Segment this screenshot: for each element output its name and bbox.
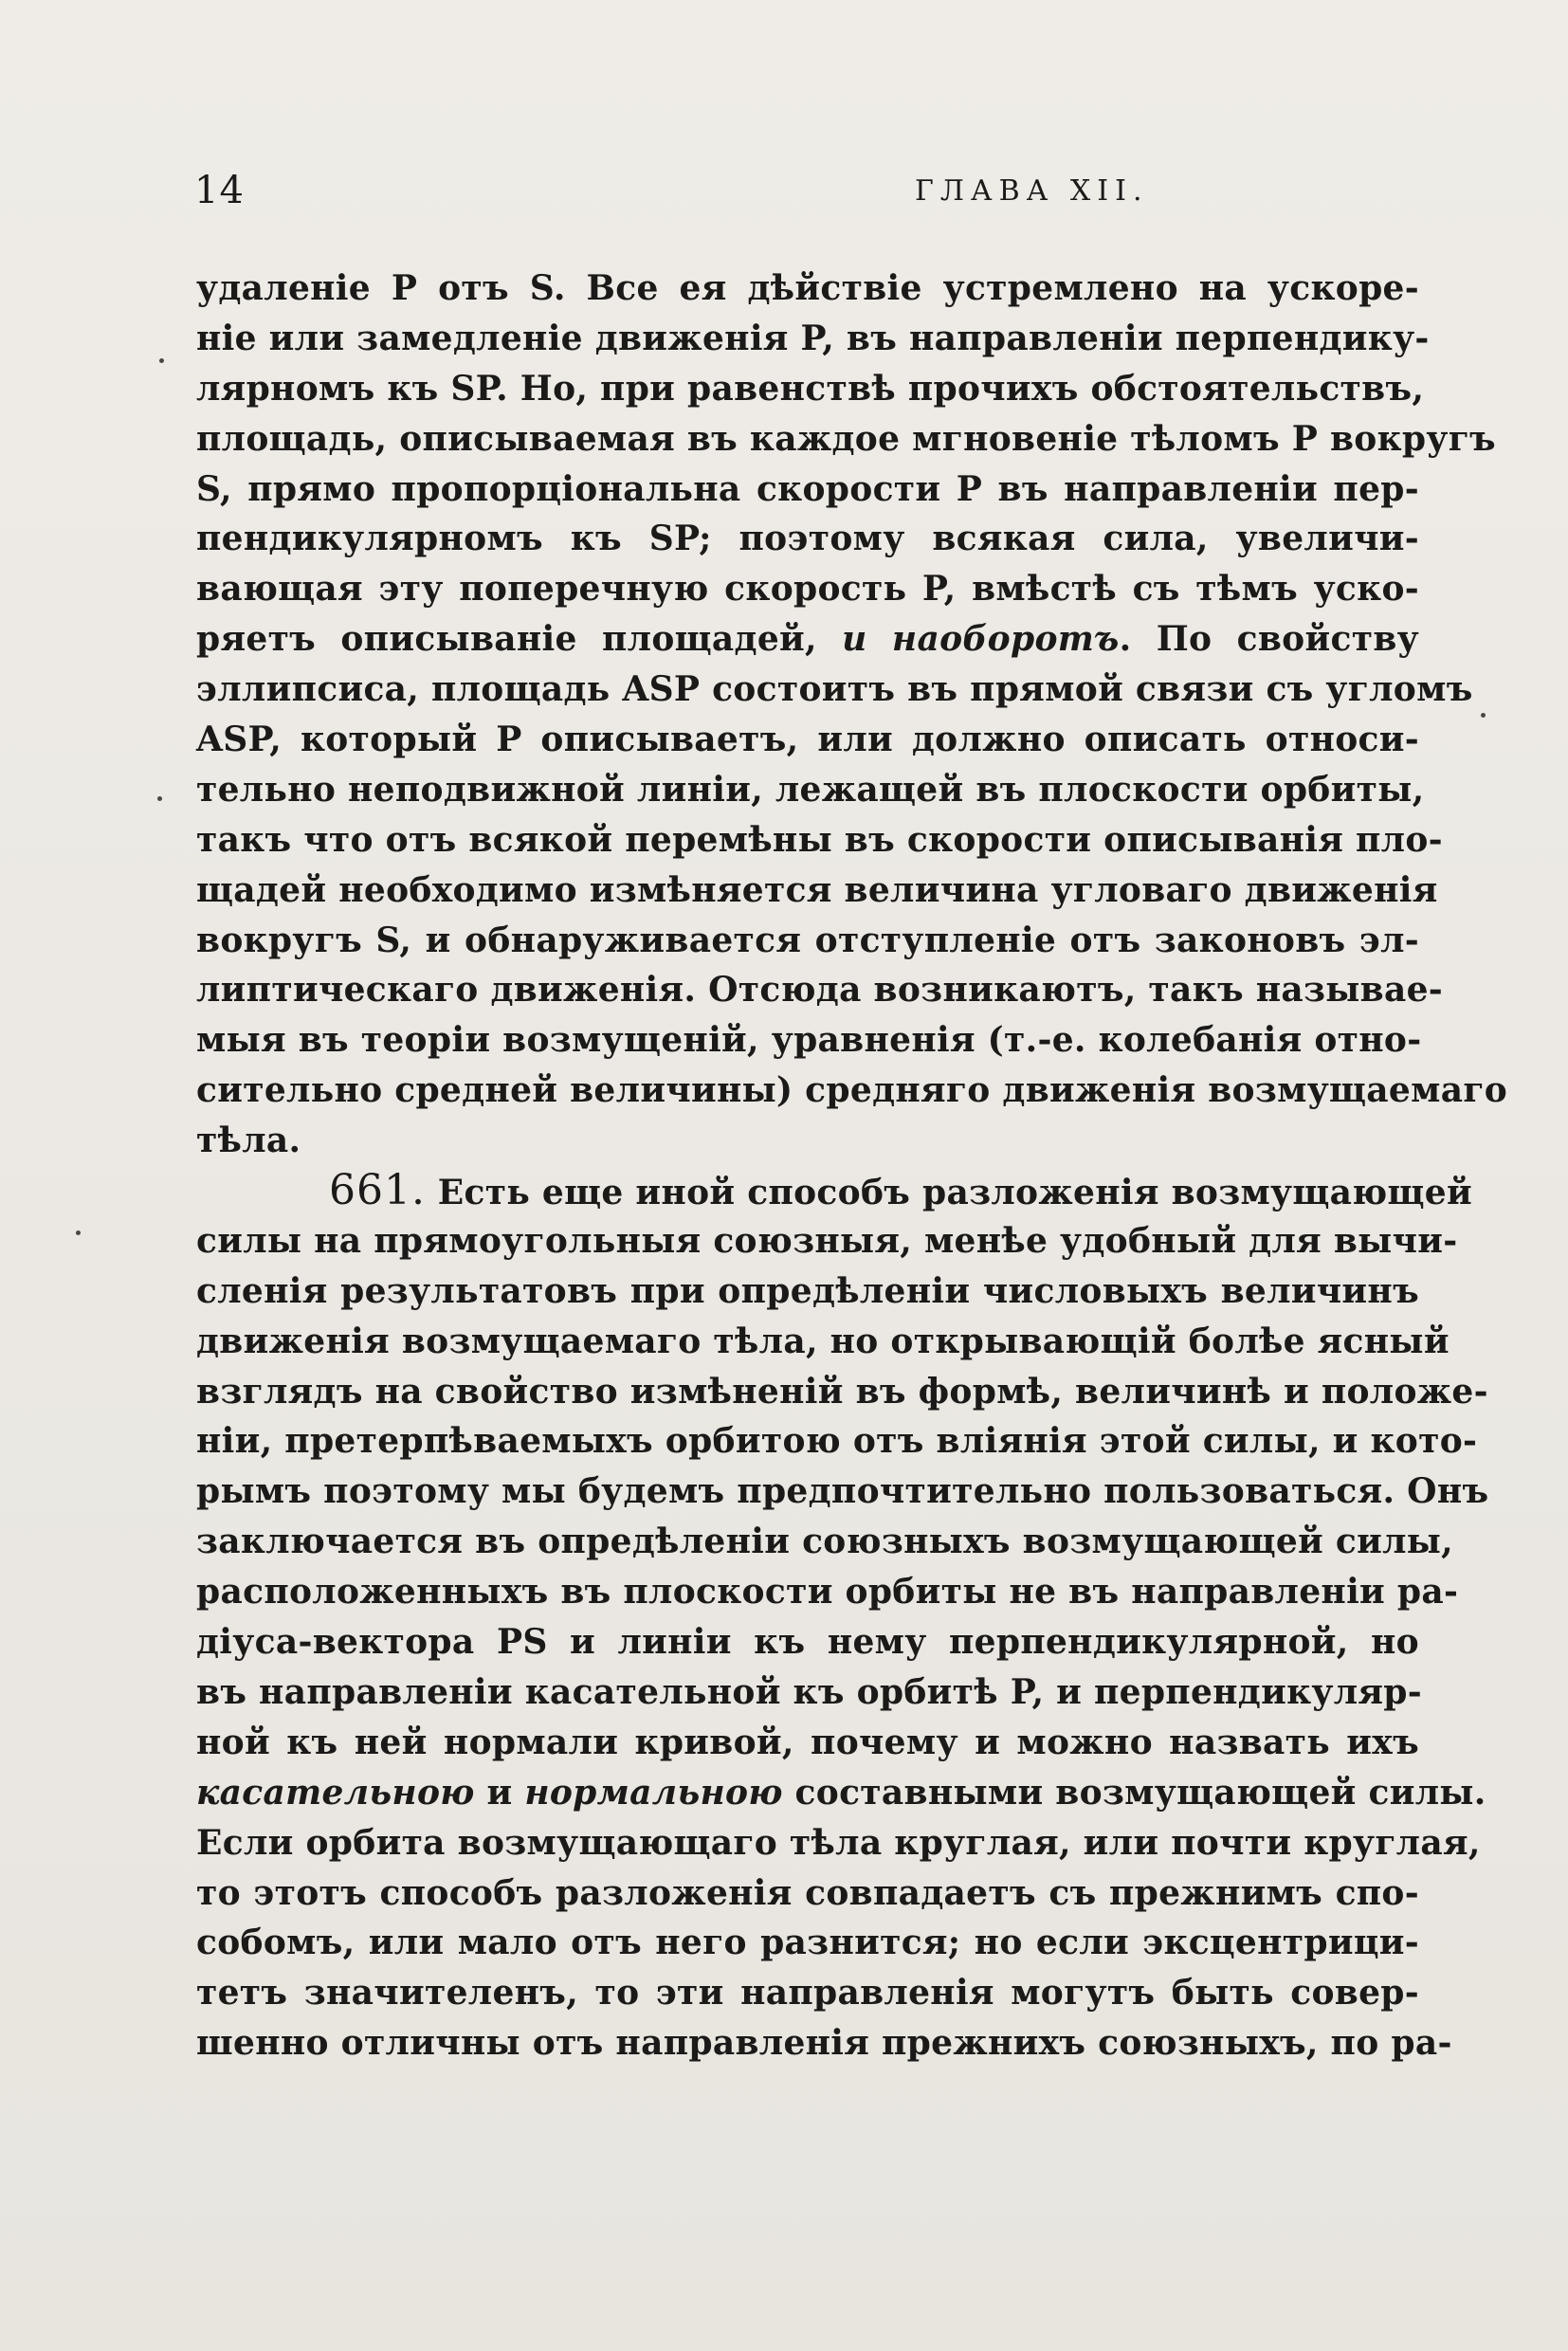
text-line: ASP, который P описываетъ, или должно описать относи- [196,720,1419,760]
text-line: мыя въ теоріи возмущеній, уравненія (т.-е. колебанія отно- [196,1020,1422,1061]
body-text [196,264,1508,2069]
italic-text: нормальною [524,1772,783,1813]
text-line: діуса-вектора PS и линіи къ нему перпендикулярной, но [196,1622,1419,1663]
print-speck [1481,713,1486,718]
text-line: липтическаго движенія. Отсюда возникаютъ, такъ называе- [196,970,1444,1011]
text-line: силы на прямоугольныя союзныя, менѣе удобный для вычи- [196,1220,1458,1261]
text-line: ряетъ описываніе площадей, и наоборотъ. По свойству [196,619,1419,660]
print-speck [159,358,164,363]
text-line: ной къ ней нормали кривой, почему и можно назвать ихъ [196,1722,1419,1762]
italic-text: касательною [196,1772,475,1813]
text-line: вающая эту поперечную скорость P, вмѣстѣ съ тѣмъ уско- [196,569,1419,610]
text-line: шенно отличны отъ направленія прежнихъ союзныхъ, по ра- [196,2023,1452,2064]
text-line: площадь, описываемая въ каждое мгновеніе тѣломъ P вокругъ [196,418,1496,459]
text-line: такъ что отъ всякой перемѣны въ скорости описыванія пло- [196,819,1443,860]
text-line: расположенныхъ въ плоскости орбиты не въ направленіи ра- [196,1572,1459,1613]
text-line: ніе или замедленіе движенія P, въ направленіи перпендику- [196,318,1430,358]
paragraph-number: 661. [329,1166,426,1215]
print-speck [76,1230,81,1235]
running-head [194,169,1417,216]
text-line: сительно средней величины) средняго движенія возмущаемаго [196,1070,1508,1111]
print-speck [157,796,162,801]
text-line: удаленіе P отъ S. Все ея дѣйствіе устремлено на ускоре- [196,268,1419,308]
text-line: пендикулярномъ къ SP; поэтому всякая сила, увеличи- [196,519,1419,559]
text-line: Если орбита возмущающаго тѣла круглая, или почти круглая, [196,1822,1481,1863]
text-line: тельно неподвижной линіи, лежащей въ плоскости орбиты, [196,769,1425,810]
text-line: движенія возмущаемаго тѣла, но открывающій болѣе ясный [196,1321,1449,1361]
italic-text: и наоборотъ [842,619,1120,660]
page-number: 14 [194,169,245,212]
text-line: въ направленіи касательной къ орбитѣ P, и перпендикуляр- [196,1671,1423,1712]
text-line: касательною и нормальною составными возмущающей силы. [196,1772,1486,1813]
text-line: щадей необходимо измѣняется величина угловаго движенія [196,869,1438,910]
text-line: взглядъ на свойство измѣненій въ формѣ, величинѣ и положе- [196,1371,1488,1412]
chapter-title: ГЛАВА XII. [915,174,1149,208]
text-line: рымъ поэтому мы будемъ предпочтительно пользоваться. Онъ [196,1471,1489,1512]
text-line: заключается въ опредѣленіи союзныхъ возмущающей силы, [196,1522,1453,1562]
text-line: эллипсиса, площадь ASP состоитъ въ прямой связи съ угломъ [196,669,1473,710]
text-line: 661. Есть еще иной способъ разложенія возмущающей [329,1166,1472,1215]
text-line: собомъ, или мало отъ него разнится; но если эксцентрици- [196,1923,1419,1963]
text-line: лярномъ къ SP. Но, при равенствѣ прочихъ обстоятельствъ, [196,368,1425,409]
text-line: S, прямо пропорціональна скорости P въ направленіи пер- [196,468,1419,509]
text-line: тетъ значителенъ, то эти направленія могутъ быть совер- [196,1973,1419,2014]
text-line: сленія результатовъ при опредѣленіи числовыхъ величинъ [196,1270,1419,1311]
text-line: то этотъ способъ разложенія совпадаетъ съ прежнимъ спо- [196,1872,1419,1913]
text-line: вокругъ S, и обнаруживается отступленіе отъ законовъ эл- [196,920,1419,960]
text-line: ніи, претерпѣваемыхъ орбитою отъ вліянія этой силы, и кото- [196,1421,1478,1462]
text-line: тѣла. [196,1121,301,1161]
